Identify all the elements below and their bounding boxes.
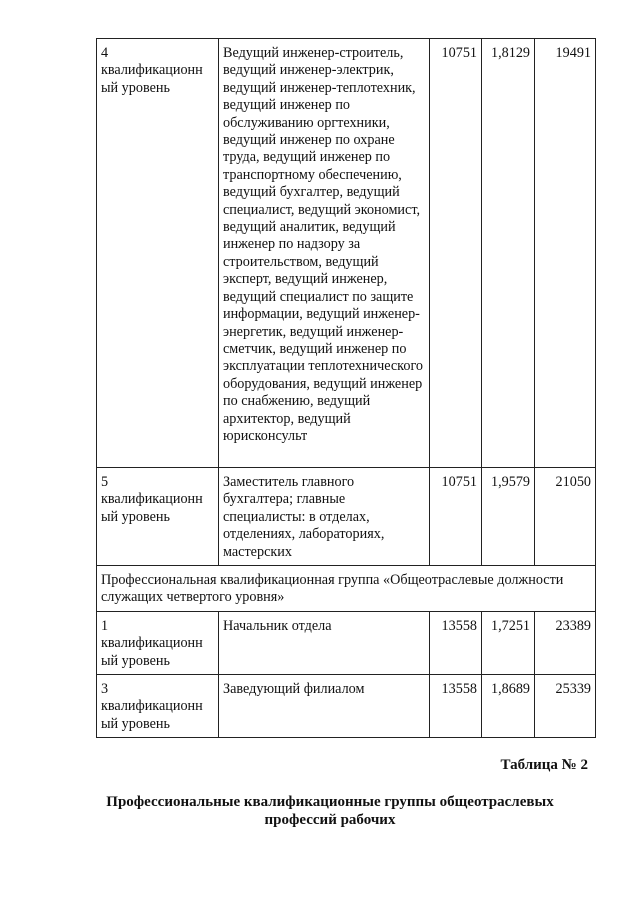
- section-title: [100, 793, 560, 829]
- level-text: квалификационн ый уровень: [101, 491, 203, 525]
- salary-cell: 25339: [535, 675, 596, 738]
- base-salary-cell: 13558: [430, 611, 482, 674]
- positions-cell: Ведущий инженер-строитель, ведущий инженер-электрик, ведущий инженер-теплотехник, ведущий инженер по обслуживанию оргтехники, ведущий инженер по охране труда, ведущий инженер по транспортному обеспечению, ведущий бухгалтер, ведущий специалист, ведущий экономист, ведущий аналитик, ведущий инженер по надзору за строительством, ведущий эксперт, ведущий инженер, ведущий специалист по защите информации, ведущий инженер-энергетик, ведущий инженер-сметчик, ведущий инженер по эксплуатации теплотехнического оборудования, ведущий инженер по снабжению, ведущий архитектор, ведущий юрисконсульт: [219, 39, 430, 468]
- level-cell: [97, 675, 219, 738]
- level-cell: [97, 468, 219, 566]
- coefficient-cell: 1,9579: [482, 468, 535, 566]
- level-cell: [97, 39, 219, 468]
- coefficient-cell: 1,8129: [482, 39, 535, 468]
- base-salary-cell: 10751: [430, 39, 482, 468]
- positions-cell: Начальник отдела: [219, 611, 430, 674]
- title-line: Профессиональные квалификационные группы общеотраслевых: [106, 794, 554, 810]
- group-header-cell: Профессиональная квалификационная группа «Общеотраслевые должности служащих четвертого уровня»: [97, 566, 596, 612]
- level-number: 3: [101, 681, 109, 698]
- table-number: Таблица № 2: [500, 757, 588, 773]
- coefficient-cell: 1,7251: [482, 611, 535, 674]
- level-number: 1: [101, 617, 109, 634]
- level-number: 5: [101, 474, 109, 490]
- level-number: 4: [101, 45, 109, 61]
- level-cell: [97, 611, 219, 674]
- positions-cell: Заведующий филиалом: [219, 675, 430, 738]
- table-row: [97, 675, 596, 738]
- salary-cell: 23389: [535, 611, 596, 674]
- level-text: квалификационн ый уровень: [101, 62, 203, 96]
- salary-table: [96, 38, 596, 738]
- salary-cell: 19491: [535, 39, 596, 468]
- table-row: [97, 611, 596, 674]
- base-salary-cell: 10751: [430, 468, 482, 566]
- coefficient-cell: 1,8689: [482, 675, 535, 738]
- table-row: [97, 39, 596, 468]
- salary-cell: 21050: [535, 468, 596, 566]
- base-salary-cell: 13558: [430, 675, 482, 738]
- level-text: квалификационн ый уровень: [101, 635, 203, 669]
- positions-cell: Заместитель главного бухгалтера; главные специалисты: в отделах, отделениях, лабораториях, мастерских: [219, 468, 430, 566]
- group-header-row: [97, 566, 596, 612]
- level-text: квалификационн ый уровень: [101, 698, 203, 732]
- table-row: [97, 468, 596, 566]
- title-line: профессий рабочих: [264, 812, 396, 828]
